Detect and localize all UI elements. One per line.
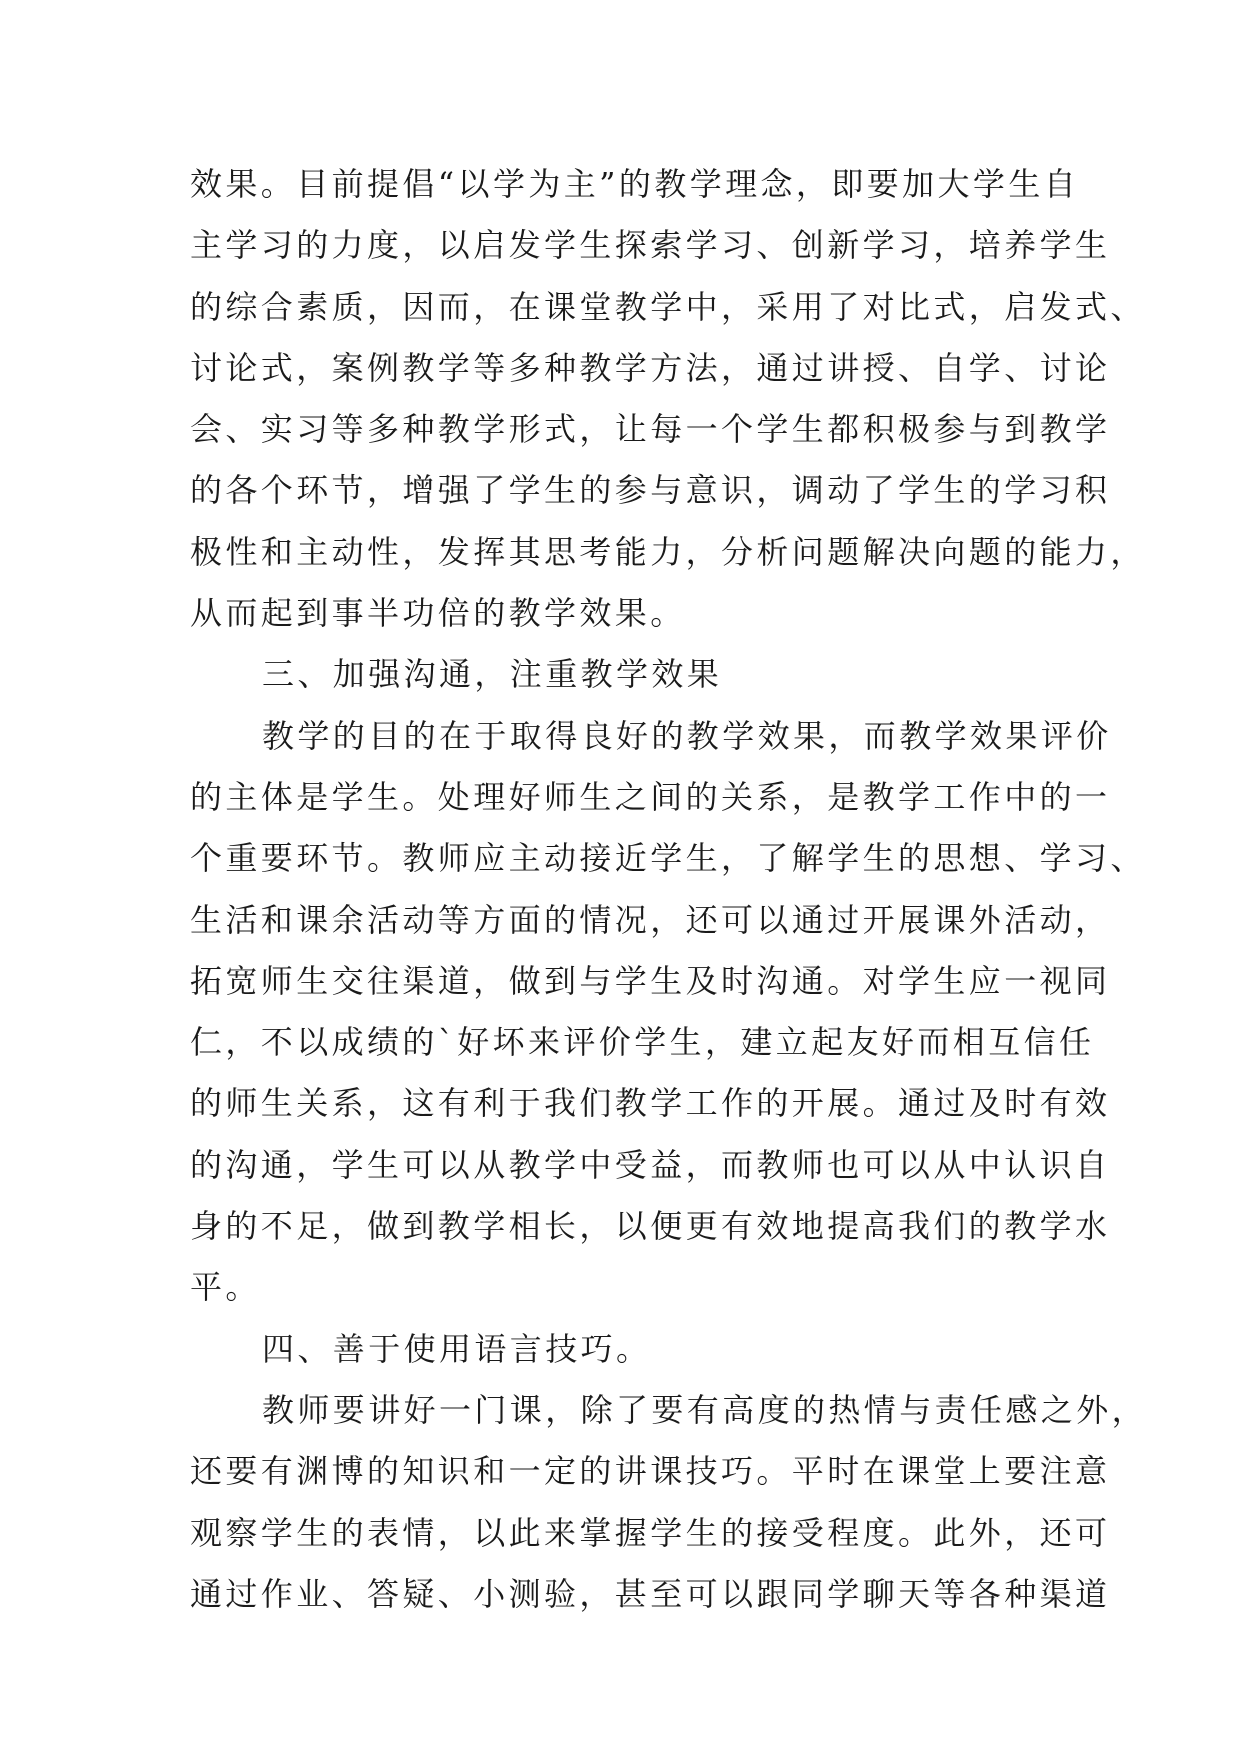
text-line: 的各个环节，增强了学生的参与意识，调动了学生的学习积: [190, 471, 1111, 510]
text-line: 观察学生的表情，以此来掌握学生的接受程度。此外，还可: [190, 1513, 1111, 1552]
text-line: 教师要讲好一门课，除了要有高度的热情与责任感之外，: [262, 1390, 1148, 1429]
document-body: [190, 154, 1148, 1625]
text-line: 会、实习等多种教学形式，让每一个学生都积极参与到教学: [190, 410, 1111, 449]
text-line: 的主体是学生。处理好师生之间的关系，是教学工作中的一: [190, 777, 1111, 816]
text-line: 的师生关系，这有利于我们教学工作的开展。通过及时有效: [190, 1084, 1111, 1123]
section-heading: 三、加强沟通，注重教学效果: [262, 655, 723, 694]
text-line: 身的不足，做到教学相长，以便更有效地提高我们的教学水: [190, 1207, 1111, 1246]
text-line: 的沟通，学生可以从教学中受益，而教师也可以从中认识自: [190, 1145, 1111, 1184]
text-line: 效果。目前提倡“以学为主”的教学理念，即要加大学生自: [190, 165, 1080, 203]
text-line: 生活和课余活动等方面的情况，还可以通过开展课外活动，: [190, 900, 1111, 939]
text-line: 极性和主动性，发挥其思考能力，分析问题解决向题的能力，: [190, 532, 1146, 571]
text-line: 教学的目的在于取得良好的教学效果，而教学效果评价: [262, 716, 1112, 755]
text-line: 主学习的力度，以启发学生探索学习、创新学习，培养学生: [190, 226, 1111, 265]
text-line: 拓宽师生交往渠道，做到与学生及时沟通。对学生应一视同: [190, 961, 1111, 1000]
text-line: 从而起到事半功倍的教学效果。: [190, 594, 686, 633]
text-line: 还要有渊博的知识和一定的讲课技巧。平时在课堂上要注意: [190, 1452, 1111, 1491]
text-line: 讨论式，案例教学等多种教学方法，通过讲授、自学、讨论: [190, 348, 1111, 387]
text-line: 个重要环节。教师应主动接近学生，了解学生的思想、学习、: [190, 839, 1146, 878]
section-heading: 四、善于使用语言技巧。: [262, 1329, 652, 1368]
text-line: 平。: [190, 1268, 261, 1307]
text-line: 仁，不以成绩的`好坏来评价学生，建立起友好而相互信任: [190, 1023, 1095, 1062]
text-line: 通过作业、答疑、小测验，甚至可以跟同学聊天等各种渠道: [190, 1574, 1111, 1613]
text-line: 的综合素质，因而，在课堂教学中，采用了对比式，启发式、: [190, 287, 1146, 326]
